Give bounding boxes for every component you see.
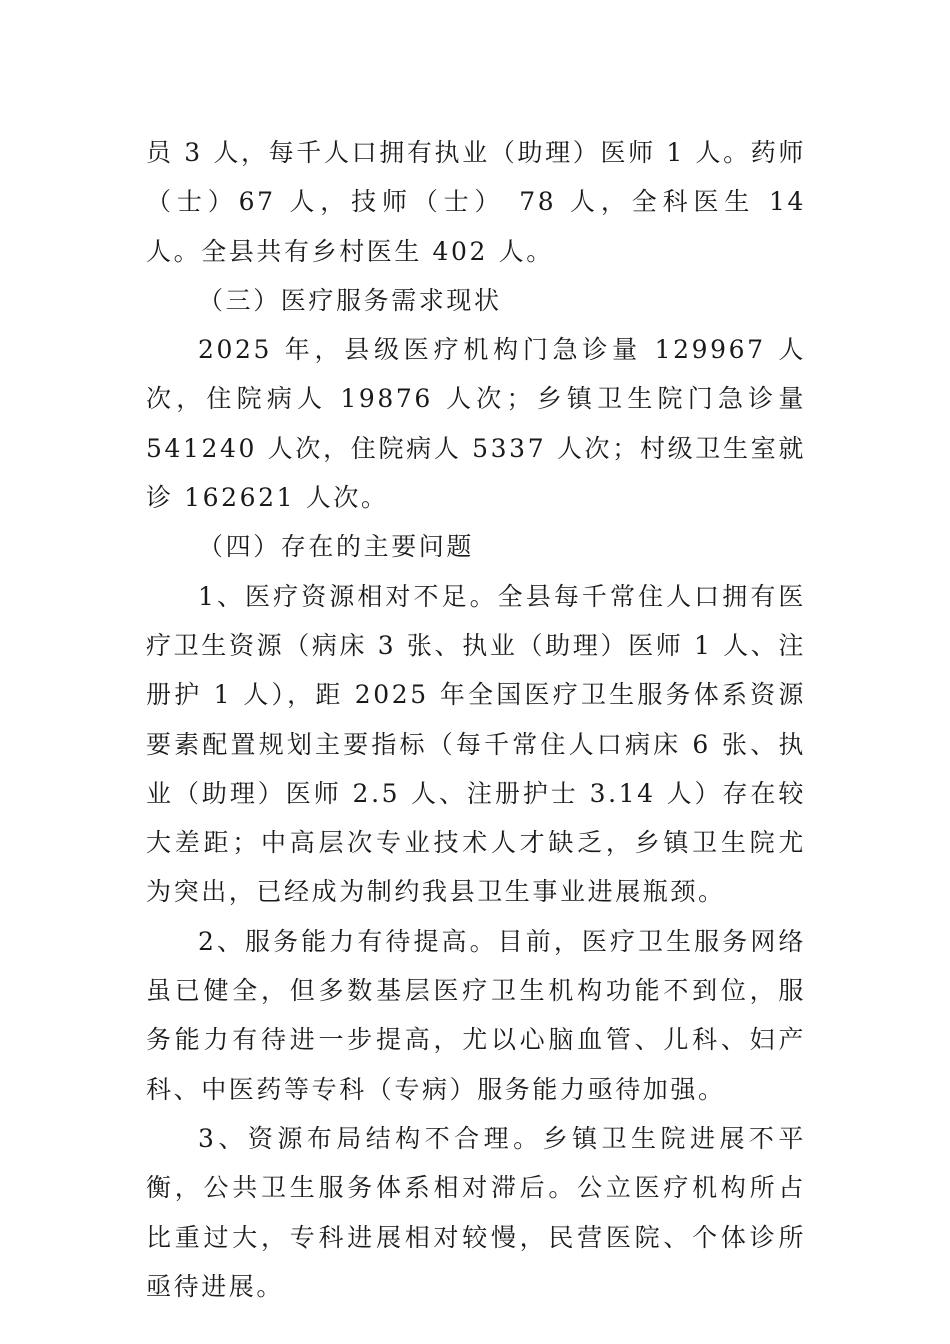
document-body [146, 128, 806, 1311]
paragraph-staff-summary: 员 3 人，每千人口拥有执业（助理）医师 1 人。药师（士）67 人，技师（士） 78 人，全科医生 14 人。全县共有乡村医生 402 人。 [146, 138, 806, 266]
section-heading-service-demand: （三）医疗服务需求现状 [198, 285, 502, 315]
paragraph-service-demand: 2025 年，县级医疗机构门急诊量 129967 人次，住院病人 19876 人次；乡镇卫生院门急诊量 541240 人次，住院病人 5337 人次；村级卫生室就诊 162621 人次。 [146, 335, 806, 513]
section-heading-main-problems: （四）存在的主要问题 [198, 532, 475, 562]
paragraph-problem-1: 1、医疗资源相对不足。全县每千常住人口拥有医疗卫生资源（病床 3 张、执业（助理）医师 1 人、注册护 1 人），距 2025 年全国医疗卫生服务体系资源要素配置规划主要指标（每千常住人口病床 6 张、执业（助理）医师 2.5 人、注册护士 3.14 人）存在较大差距；中高层次专业技术人才缺乏，乡镇卫生院尤为突出，已经成为制约我县卫生事业进展瓶颈。 [146, 581, 806, 907]
paragraph-problem-2: 2、服务能力有待提高。目前，医疗卫生服务网络虽已健全，但多数基层医疗卫生机构功能不到位，服务能力有待进一步提高，尤以心脑血管、儿科、妇产科、中医药等专科（专病）服务能力亟待加强。 [146, 926, 806, 1104]
paragraph-problem-3: 3、资源布局结构不合理。乡镇卫生院进展不平衡，公共卫生服务体系相对滞后。公立医疗机构所占比重过大，专科进展相对较慢，民营医院、个体诊所亟待进展。 [146, 1123, 806, 1301]
